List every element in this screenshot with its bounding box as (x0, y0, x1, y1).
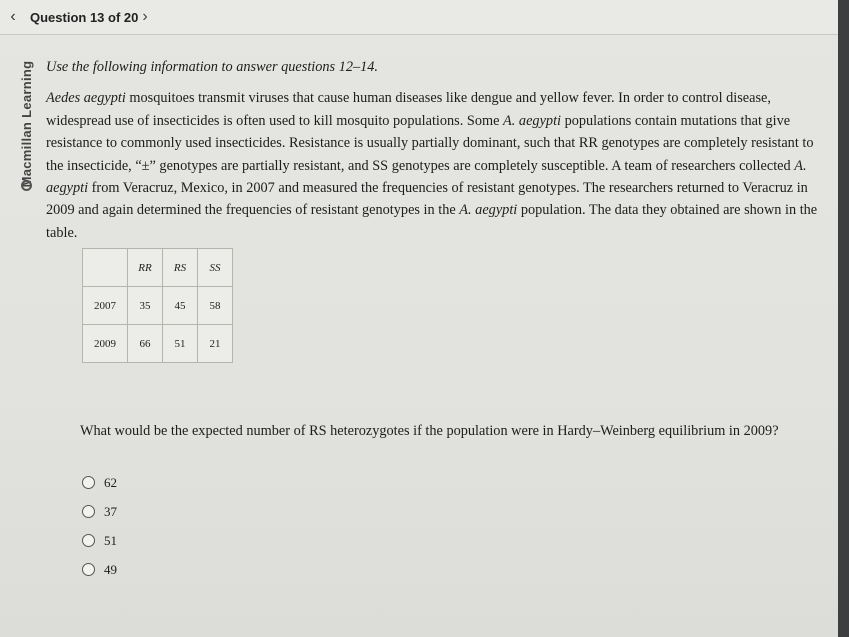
table-header-row (83, 249, 233, 287)
chevron-right-icon[interactable]: › (142, 8, 148, 25)
table-cell: 51 (163, 325, 198, 363)
answer-options (82, 468, 117, 584)
species-abbrev: A. aegypti (459, 202, 518, 219)
genotype-table (82, 248, 233, 363)
header-cell: RS (163, 249, 198, 287)
publisher-logo (18, 55, 36, 195)
option-label: 62 (104, 474, 117, 490)
radio-button[interactable] (82, 505, 95, 518)
header-cell: SS (198, 249, 233, 287)
logo-text: Macmillan Learning (19, 60, 34, 188)
radio-button[interactable] (82, 534, 95, 547)
table-cell: 66 (128, 325, 163, 363)
logo-mark-icon (21, 180, 32, 191)
passage-part-2: populations contain mutations that give resistance to commonly used insecticides. Resistance is usually partially dominant, such that RR genotypes are completely resistant to the insecticide, “±” genotypes are partially resistant, and SS genotypes are completely susceptible. A team of researchers collected (46, 112, 814, 174)
option-label: 49 (104, 561, 117, 577)
species-name: Aedes aegypti (46, 90, 126, 107)
passage-part-1: mosquitoes transmit viruses that cause human diseases like dengue and yellow fever. In order to control disease, widespread use of insecticides is often used to kill mosquito populations. Some (46, 90, 771, 129)
table-row (83, 287, 233, 325)
passage-part-3: from Veracruz, Mexico, in 2007 and measured the frequencies of resistant genotypes. The researchers returned to Veracruz in 2009 and again determined the frequencies of resistant genotypes in the (46, 180, 808, 219)
table-cell: 35 (128, 287, 163, 325)
top-nav-bar (0, 0, 838, 35)
table-cell: 45 (163, 287, 198, 325)
question-stem (46, 56, 832, 244)
header-cell: RR (128, 249, 163, 287)
answer-option[interactable] (82, 526, 117, 555)
table-row (83, 325, 233, 363)
row-year: 2007 (83, 287, 128, 325)
row-year: 2009 (83, 325, 128, 363)
species-abbrev: A. aegypti (46, 157, 807, 197)
radio-button[interactable] (82, 563, 95, 576)
option-label: 37 (104, 503, 117, 519)
answer-option[interactable] (82, 555, 117, 584)
table-cell: 21 (198, 325, 233, 363)
passage-text (46, 87, 832, 244)
answer-option[interactable] (82, 497, 117, 526)
radio-button[interactable] (82, 476, 95, 489)
question-counter: Question 13 of 20 (30, 10, 139, 25)
species-abbrev: A. aegypti (503, 112, 562, 129)
chevron-left-icon[interactable]: ‹ (10, 8, 16, 25)
passage-part-4: population. The data they obtained are shown in the table. (46, 202, 818, 241)
answer-option[interactable] (82, 468, 117, 497)
table-cell: 58 (198, 287, 233, 325)
option-label: 51 (104, 532, 117, 548)
question-text: What would be the expected number of RS heterozygotes if the population were in Hardy–Weinberg equilibrium in 2009? (80, 423, 779, 439)
table-corner-cell (83, 249, 128, 287)
instruction-text: Use the following information to answer questions 12–14. (46, 59, 379, 75)
